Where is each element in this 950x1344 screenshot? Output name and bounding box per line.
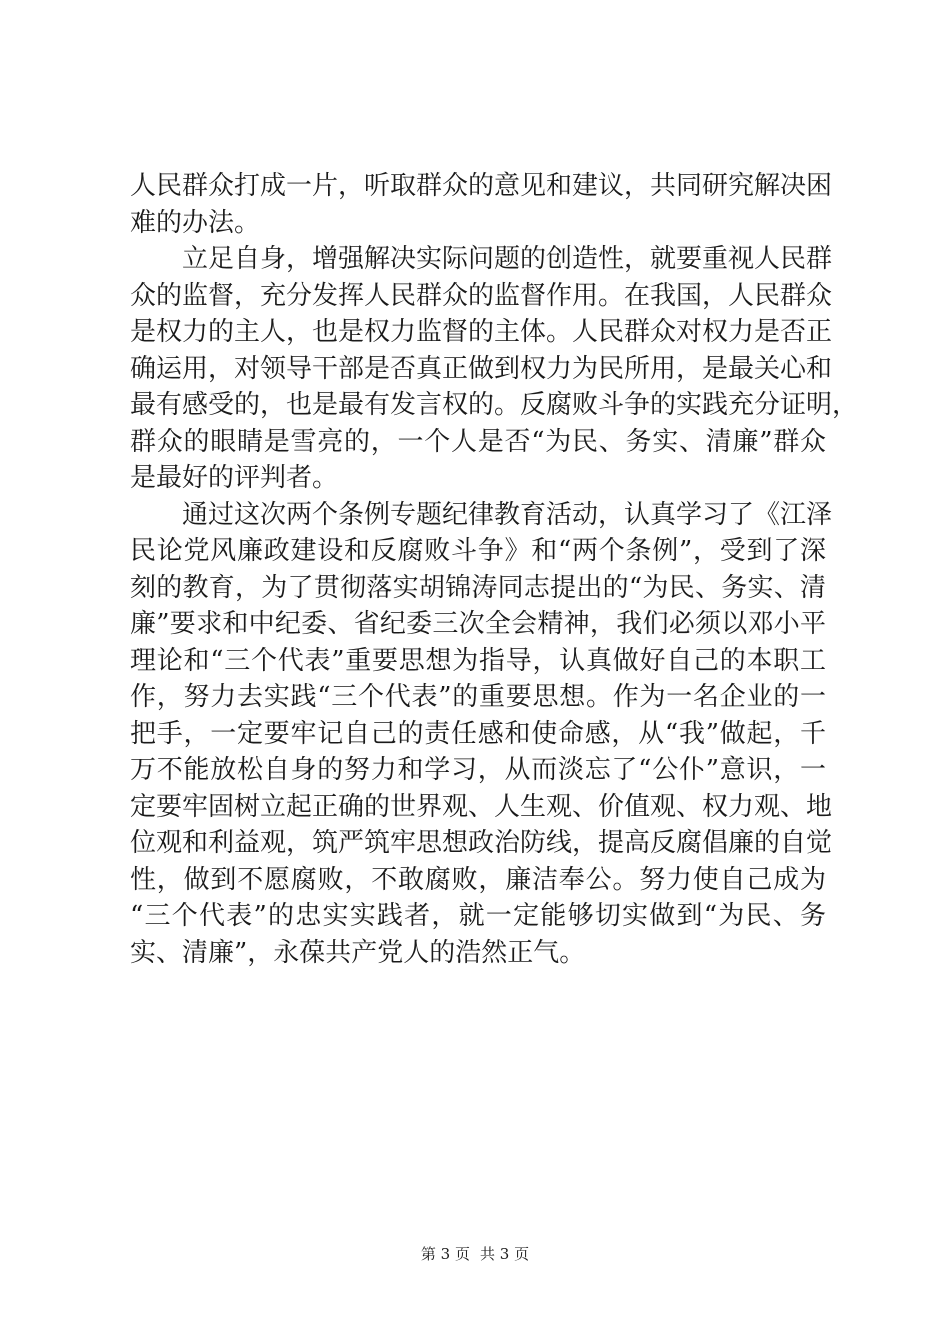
- text-line: 刻的教育，为了贯彻落实胡锦涛同志提出的“为民、务实、清: [130, 572, 826, 603]
- text-line: 最有感受的，也是最有发言权的。反腐败斗争的实践充分证明，: [130, 390, 859, 420]
- text-line: 人民群众打成一片，听取群众的意见和建议，共同研究解决困: [130, 171, 833, 201]
- text-line: 性，做到不愿腐败，不敢腐败，廉洁奉公。努力使自己成为: [130, 864, 826, 895]
- text-line: 廉”要求和中纪委、省纪委三次全会精神，我们必须以邓小平: [130, 609, 826, 639]
- text-line: “三个代表”的忠实实践者，就一定能够切实做到“为民、务: [130, 901, 826, 931]
- text-line: 众的监督，充分发挥人民群众的监督作用。在我国，人民群众: [130, 280, 833, 311]
- text-line: 定要牢固树立起正确的世界观、人生观、价值观、权力观、地: [130, 791, 833, 822]
- text-line: 民论党风廉政建设和反腐败斗争》和“两个条例”，受到了深: [130, 536, 826, 566]
- text-line: 群众的眼睛是雪亮的，一个人是否“为民、务实、清廉”群众: [130, 426, 826, 457]
- page-number: 第 3 页: [420, 1245, 470, 1263]
- text-line: 确运用，对领导干部是否真正做到权力为民所用，是最关心和: [130, 353, 833, 384]
- text-line: 通过这次两个条例专题纪律教育活动，认真学习了《江泽: [130, 499, 833, 530]
- text-line: 立足自身，增强解决实际问题的创造性，就要重视人民群: [130, 244, 833, 274]
- text-line: 难的办法。: [130, 207, 261, 238]
- body-text: [130, 168, 859, 971]
- text-line: 万不能放松自身的努力和学习，从而淡忘了“公仆”意识，一: [130, 755, 826, 785]
- text-line: 作，努力去实践“三个代表”的重要思想。作为一名企业的一: [130, 682, 826, 712]
- page-footer: [0, 1244, 950, 1264]
- text-line: 实、清廉”，永葆共产党人的浩然正气。: [130, 937, 586, 968]
- page-total: 共 3 页: [480, 1245, 530, 1263]
- text-line: 位观和利益观，筑严筑牢思想政治防线，提高反腐倡廉的自觉: [130, 828, 833, 858]
- text-line: 是权力的主人，也是权力监督的主体。人民群众对权力是否正: [130, 317, 833, 347]
- text-line: 把手，一定要牢记自己的责任感和使命感，从“我”做起，千: [130, 718, 826, 749]
- text-line: 是最好的评判者。: [130, 463, 339, 493]
- text-line: 理论和“三个代表”重要思想为指导，认真做好自己的本职工: [130, 645, 826, 676]
